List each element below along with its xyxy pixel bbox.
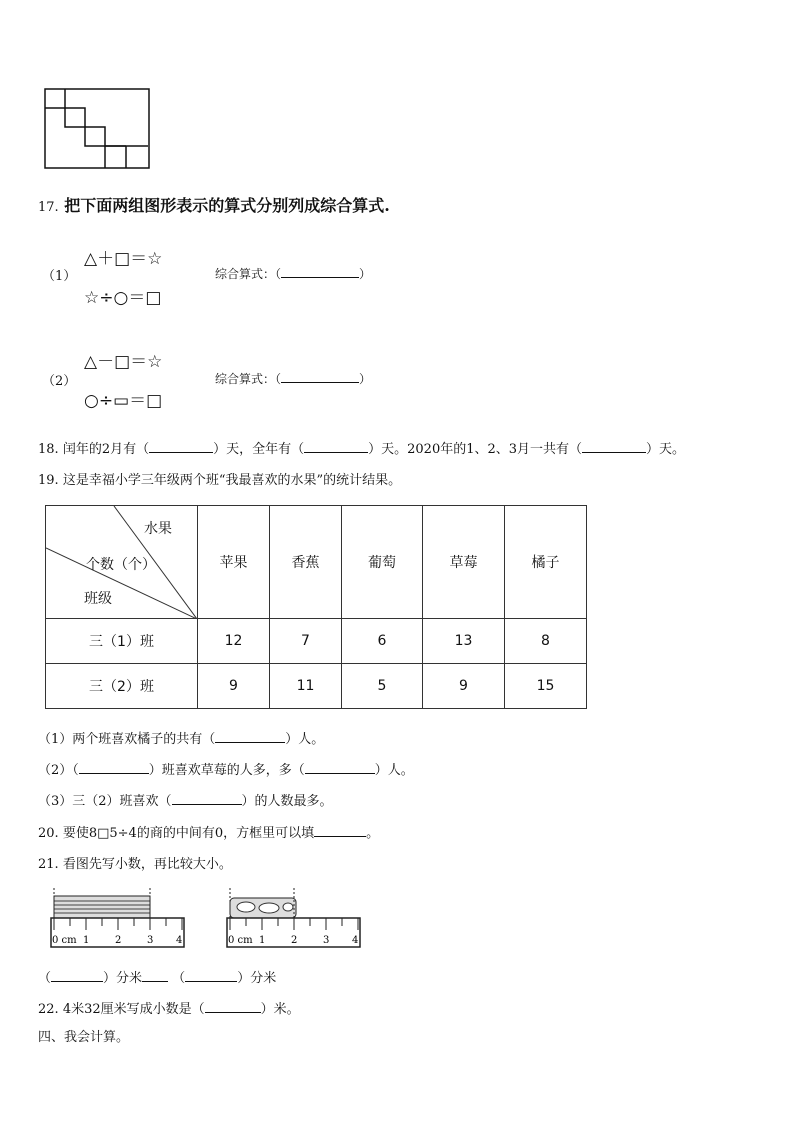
- value-cell: 13: [423, 619, 505, 664]
- q19-sub2-text-b: ）班喜欢草莓的人多，多（: [148, 763, 305, 778]
- ruler-label-2: 2: [115, 935, 122, 946]
- ruler-label-1: 1: [259, 935, 266, 946]
- value-cell: 9: [423, 664, 505, 709]
- q22-text-a: 4米32厘米写成小数是（: [62, 1002, 205, 1017]
- q19-sub2-text-c: ）人。: [374, 763, 414, 778]
- ruler-label-0: 0 cm: [52, 935, 77, 946]
- q17-item2-answer-label: 综合算式：（: [215, 372, 282, 386]
- q21: [38, 853, 232, 872]
- q17-item1-close: ）: [359, 267, 372, 281]
- ruler-with-strip: [48, 888, 188, 950]
- q19-sub1-text-a: （1）两个班喜欢橘子的共有（: [38, 732, 216, 747]
- q17-item2-answer: [215, 370, 371, 387]
- q18: [38, 438, 685, 457]
- q21-number: 21.: [38, 857, 59, 872]
- answer-blank[interactable]: [582, 440, 646, 453]
- q21-answer: [38, 967, 276, 986]
- q17-text: 把下面两组图形表示的算式分别列成综合算式.: [64, 196, 390, 215]
- q18-text-b: ）天，全年有（: [213, 442, 305, 457]
- q18-number: 18.: [38, 442, 59, 457]
- section-4-heading: 四、我会计算。: [38, 1030, 130, 1045]
- fruit-header: 葡萄: [342, 506, 423, 619]
- q21-close-1: ）分米: [103, 971, 143, 986]
- ruler-label-3: 3: [147, 935, 154, 946]
- fruit-header: 苹果: [198, 506, 270, 619]
- q19-number: 19.: [38, 473, 59, 488]
- q19-title: [38, 469, 401, 488]
- table-corner-cell: [46, 506, 198, 619]
- answer-blank[interactable]: [185, 969, 237, 982]
- value-cell: 5: [342, 664, 423, 709]
- q21-close-2: ）分米: [237, 971, 277, 986]
- q19-sub1: [38, 728, 324, 747]
- q17-item2-close: ）: [359, 372, 372, 386]
- fruit-table: [45, 505, 587, 709]
- fruit-header: 橘子: [505, 506, 587, 619]
- answer-blank[interactable]: [79, 761, 149, 774]
- fruit-header: 香蕉: [270, 506, 342, 619]
- table-header-row: [46, 506, 587, 619]
- q17-item1-answer: [215, 265, 371, 282]
- answer-blank[interactable]: [304, 440, 368, 453]
- q17-item2-line1: △－□＝☆: [84, 352, 163, 372]
- q19-text: 这是幸福小学三年级两个班“我最喜欢的水果”的统计结果。: [62, 473, 402, 488]
- corner-bottom-label: 班级: [84, 591, 112, 607]
- answer-blank[interactable]: [305, 761, 375, 774]
- ruler-label-3: 3: [323, 935, 330, 946]
- q20-text: 要使8□5÷4的商的中间有0，方框里可以填: [62, 826, 315, 841]
- answer-blank[interactable]: [281, 370, 359, 383]
- q17-item1-line1: △＋□＝☆: [84, 249, 163, 269]
- q17-title: [38, 193, 390, 216]
- q17-item1-label: （1）: [42, 269, 77, 284]
- answer-blank[interactable]: [172, 792, 242, 805]
- q21-text: 看图先写小数，再比较大小。: [62, 857, 232, 872]
- value-cell: 12: [198, 619, 270, 664]
- q18-text-c: ）天。2020年的1、2、3月一共有（: [368, 442, 583, 457]
- class-cell: 三（2）班: [46, 664, 198, 709]
- value-cell: 11: [270, 664, 342, 709]
- value-cell: 6: [342, 619, 423, 664]
- answer-blank[interactable]: [149, 440, 213, 453]
- compare-blank[interactable]: [142, 969, 168, 982]
- q22-number: 22.: [38, 1002, 59, 1017]
- ruler-with-rod: [224, 888, 364, 950]
- ruler-label-0: 0 cm: [228, 935, 253, 946]
- value-cell: 15: [505, 664, 587, 709]
- q20-number: 20.: [38, 826, 59, 841]
- ruler-label-1: 1: [83, 935, 90, 946]
- answer-blank[interactable]: [314, 824, 366, 837]
- fruit-header: 草莓: [423, 506, 505, 619]
- answer-blank[interactable]: [205, 1000, 261, 1013]
- value-cell: 8: [505, 619, 587, 664]
- q20-end: 。: [366, 826, 380, 841]
- q21-open-1: （: [38, 971, 52, 986]
- q17-item2-line2: ○÷▭＝□: [84, 391, 163, 411]
- q19-sub3-text-a: （3）三（2）班喜欢（: [38, 794, 172, 809]
- value-cell: 7: [270, 619, 342, 664]
- q19-sub3-text-b: ）的人数最多。: [241, 794, 333, 809]
- q21-open-2: （: [172, 971, 186, 986]
- q17-item2-label: （2）: [42, 374, 77, 389]
- q22-text-b: ）米。: [260, 1002, 300, 1017]
- q19-sub1-text-b: ）人。: [285, 732, 325, 747]
- value-cell: 9: [198, 664, 270, 709]
- q19-sub2: [38, 759, 414, 778]
- q18-text-d: ）天。: [646, 442, 686, 457]
- ruler-label-4: 4: [352, 935, 359, 946]
- class-cell: 三（1）班: [46, 619, 198, 664]
- ruler-label-2: 2: [291, 935, 298, 946]
- q17-item1-line2: ☆÷○＝□: [84, 288, 162, 308]
- table-row: [46, 664, 587, 709]
- staircase-figure: [44, 88, 152, 170]
- q22: [38, 998, 300, 1017]
- answer-blank[interactable]: [215, 730, 285, 743]
- q17-item1-answer-label: 综合算式：（: [215, 267, 282, 281]
- answer-blank[interactable]: [281, 265, 359, 278]
- ruler-label-4: 4: [176, 935, 183, 946]
- corner-middle-label: 个数（个）: [86, 557, 156, 573]
- q18-text-a: 闰年的2月有（: [62, 442, 150, 457]
- corner-top-label: 水果: [144, 521, 172, 537]
- table-row: [46, 619, 587, 664]
- answer-blank[interactable]: [51, 969, 103, 982]
- q17-number: 17.: [38, 200, 59, 215]
- q19-sub3: [38, 790, 333, 809]
- q19-sub2-text-a: （2）（: [38, 763, 79, 778]
- q20: [38, 822, 379, 841]
